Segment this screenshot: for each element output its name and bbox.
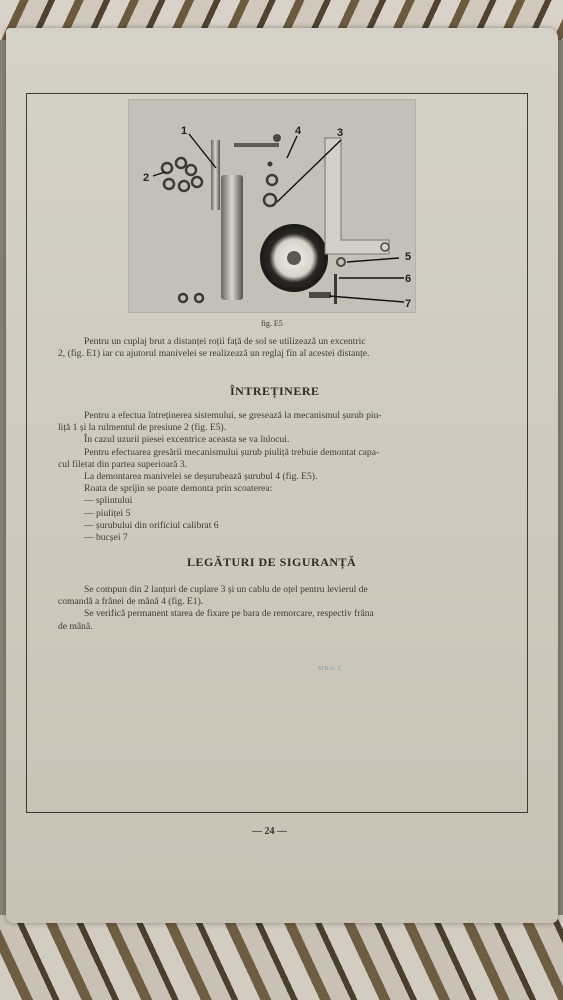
callout-1: 1 <box>181 125 188 137</box>
list-item: — șurubului din orificiul calibrat 6 <box>84 519 219 531</box>
figure-photo <box>128 99 416 313</box>
tube-part <box>221 175 243 300</box>
screw-rod-part <box>211 140 220 210</box>
text-line: Roata de sprijin se poate demonta prin scoaterea: <box>84 483 273 495</box>
intro-paragraph <box>58 336 504 360</box>
text-line: Pentru efectuarea gresării mecanismului șurub piuliță trebuie demontat capa- <box>84 446 380 458</box>
list-item: — splintului <box>84 495 133 507</box>
text-line: cul filetat din partea superioară 3. <box>58 458 187 470</box>
background-carpet-bottom <box>0 915 563 1000</box>
callout-5: 5 <box>405 251 412 263</box>
text-line: În cazul uzurii piesei excentrice aceasta se va înlocui. <box>84 434 290 446</box>
text-line: Pentru un cuplaj brut a distanței roții față de sol se utilizează un excentric <box>84 336 366 347</box>
callout-4: 4 <box>295 125 302 137</box>
list-item: — bucșei 7 <box>84 532 128 544</box>
figure-caption: fig. E5 <box>261 319 283 328</box>
maintenance-heading: ÎNTREȚINERE <box>230 384 320 398</box>
safety-heading: LEGĂTURI DE SIGURANȚĂ <box>187 555 357 569</box>
text-line: comandă a frânei de mână 4 (fig. E1). <box>58 596 204 608</box>
list-item: — piuliței 5 <box>84 507 131 519</box>
callout-3: 3 <box>337 127 344 139</box>
text-line: liță 1 și la rulmentul de presiune 2 (fig. E5). <box>58 422 227 434</box>
bracket-part <box>325 138 389 254</box>
callout-6: 6 <box>405 273 412 285</box>
text-line: Se verifică permanent starea de fixare pe bara de remorcare, respectiv frâna <box>84 608 374 620</box>
safety-paragraph <box>58 584 504 633</box>
text-line: Se compun din 2 lanțuri de cuplare 3 și un cablu de oțel pentru levierul de <box>84 584 368 595</box>
parts-illustration <box>129 100 415 312</box>
maintenance-paragraph <box>58 410 504 544</box>
callout-2: 2 <box>143 172 150 184</box>
page-number: — 24 — <box>252 826 287 837</box>
text-line: La demontarea manivelei se deșurubează șurubul 4 (fig. E5). <box>84 471 318 483</box>
text-line: 2, (fig. E1) iar cu ajutorul manivelei se realizează un reglaj fin al acestei distanțe. <box>58 348 370 360</box>
ink-stamp: MBA.T. .. <box>318 666 352 672</box>
text-line: Pentru a efectua întreținerea sistemului, se gresează la mecanismul șurub piu- <box>84 410 382 421</box>
callout-7: 7 <box>405 298 412 310</box>
text-line: de mână. <box>58 620 93 632</box>
